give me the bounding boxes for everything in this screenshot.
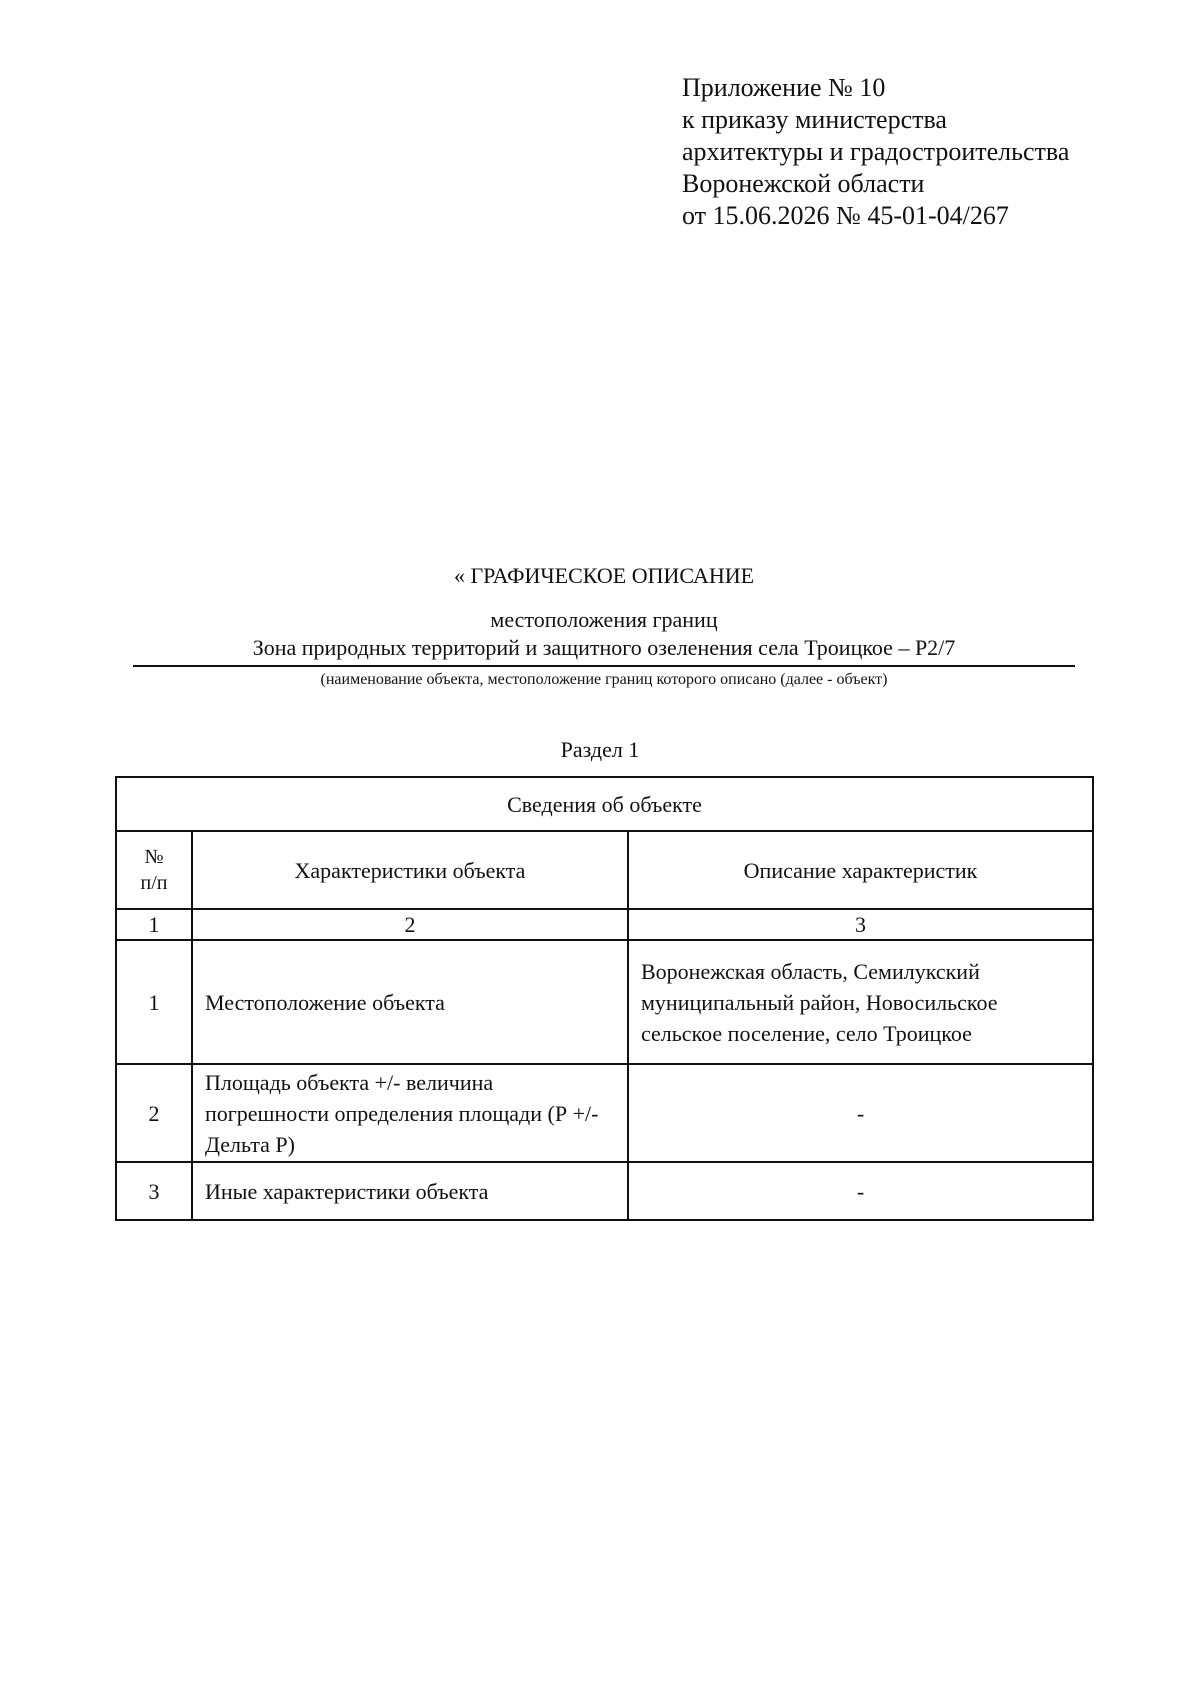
row-characteristic: Иные характеристики объекта <box>192 1162 628 1220</box>
row-number: 1 <box>116 940 192 1064</box>
row-description: Воронежская область, Семилукский муниципальный район, Новосильское сельское поселение, село Троицкое <box>628 940 1093 1064</box>
object-info-table <box>115 776 1094 1221</box>
table-caption: Сведения об объекте <box>116 777 1093 831</box>
table-row <box>116 940 1093 1064</box>
header-number-line1: № <box>144 846 164 868</box>
column-number-row <box>116 909 1093 940</box>
document-title: « ГРАФИЧЕСКОЕ ОПИСАНИЕ <box>453 563 755 588</box>
column-number-2: 2 <box>192 909 628 940</box>
row-number: 2 <box>116 1064 192 1162</box>
appendix-line-region: Воронежской области <box>682 169 925 198</box>
table-row <box>116 1064 1093 1162</box>
table-row <box>116 1162 1093 1220</box>
table-caption-row <box>116 777 1093 831</box>
header-number <box>116 831 192 909</box>
table-header-row <box>116 831 1093 909</box>
document-title-block <box>133 562 1075 691</box>
appendix-line-date: от 15.06.2026 № 45-01-04/267 <box>682 201 1009 230</box>
object-name: Зона природных территорий и защитного озеленения села Троицкое – Р2/7 <box>133 634 1075 667</box>
section-label: Раздел 1 <box>560 737 640 762</box>
document-subtitle: местоположения границ <box>490 607 718 632</box>
object-name-caption: (наименование объекта, местоположение границ которого описано (далее - объект) <box>320 671 888 688</box>
header-characteristics: Характеристики объекта <box>192 831 628 909</box>
appendix-line-ministry: архитектуры и градостроительства <box>682 137 1070 166</box>
row-characteristic: Площадь объекта +/- величина погрешности определения площади (Р +/- Дельта Р) <box>192 1064 628 1162</box>
header-description: Описание характеристик <box>628 831 1093 909</box>
header-number-line2: п/п <box>140 872 168 894</box>
row-description: - <box>628 1064 1093 1162</box>
column-number-3: 3 <box>628 909 1093 940</box>
appendix-line-order: к приказу министерства <box>682 105 947 134</box>
appendix-line-number: Приложение № 10 <box>682 73 886 102</box>
row-characteristic: Местоположение объекта <box>192 940 628 1064</box>
row-number: 3 <box>116 1162 192 1220</box>
column-number-1: 1 <box>116 909 192 940</box>
row-description: - <box>628 1162 1093 1220</box>
appendix-header <box>682 72 1069 232</box>
